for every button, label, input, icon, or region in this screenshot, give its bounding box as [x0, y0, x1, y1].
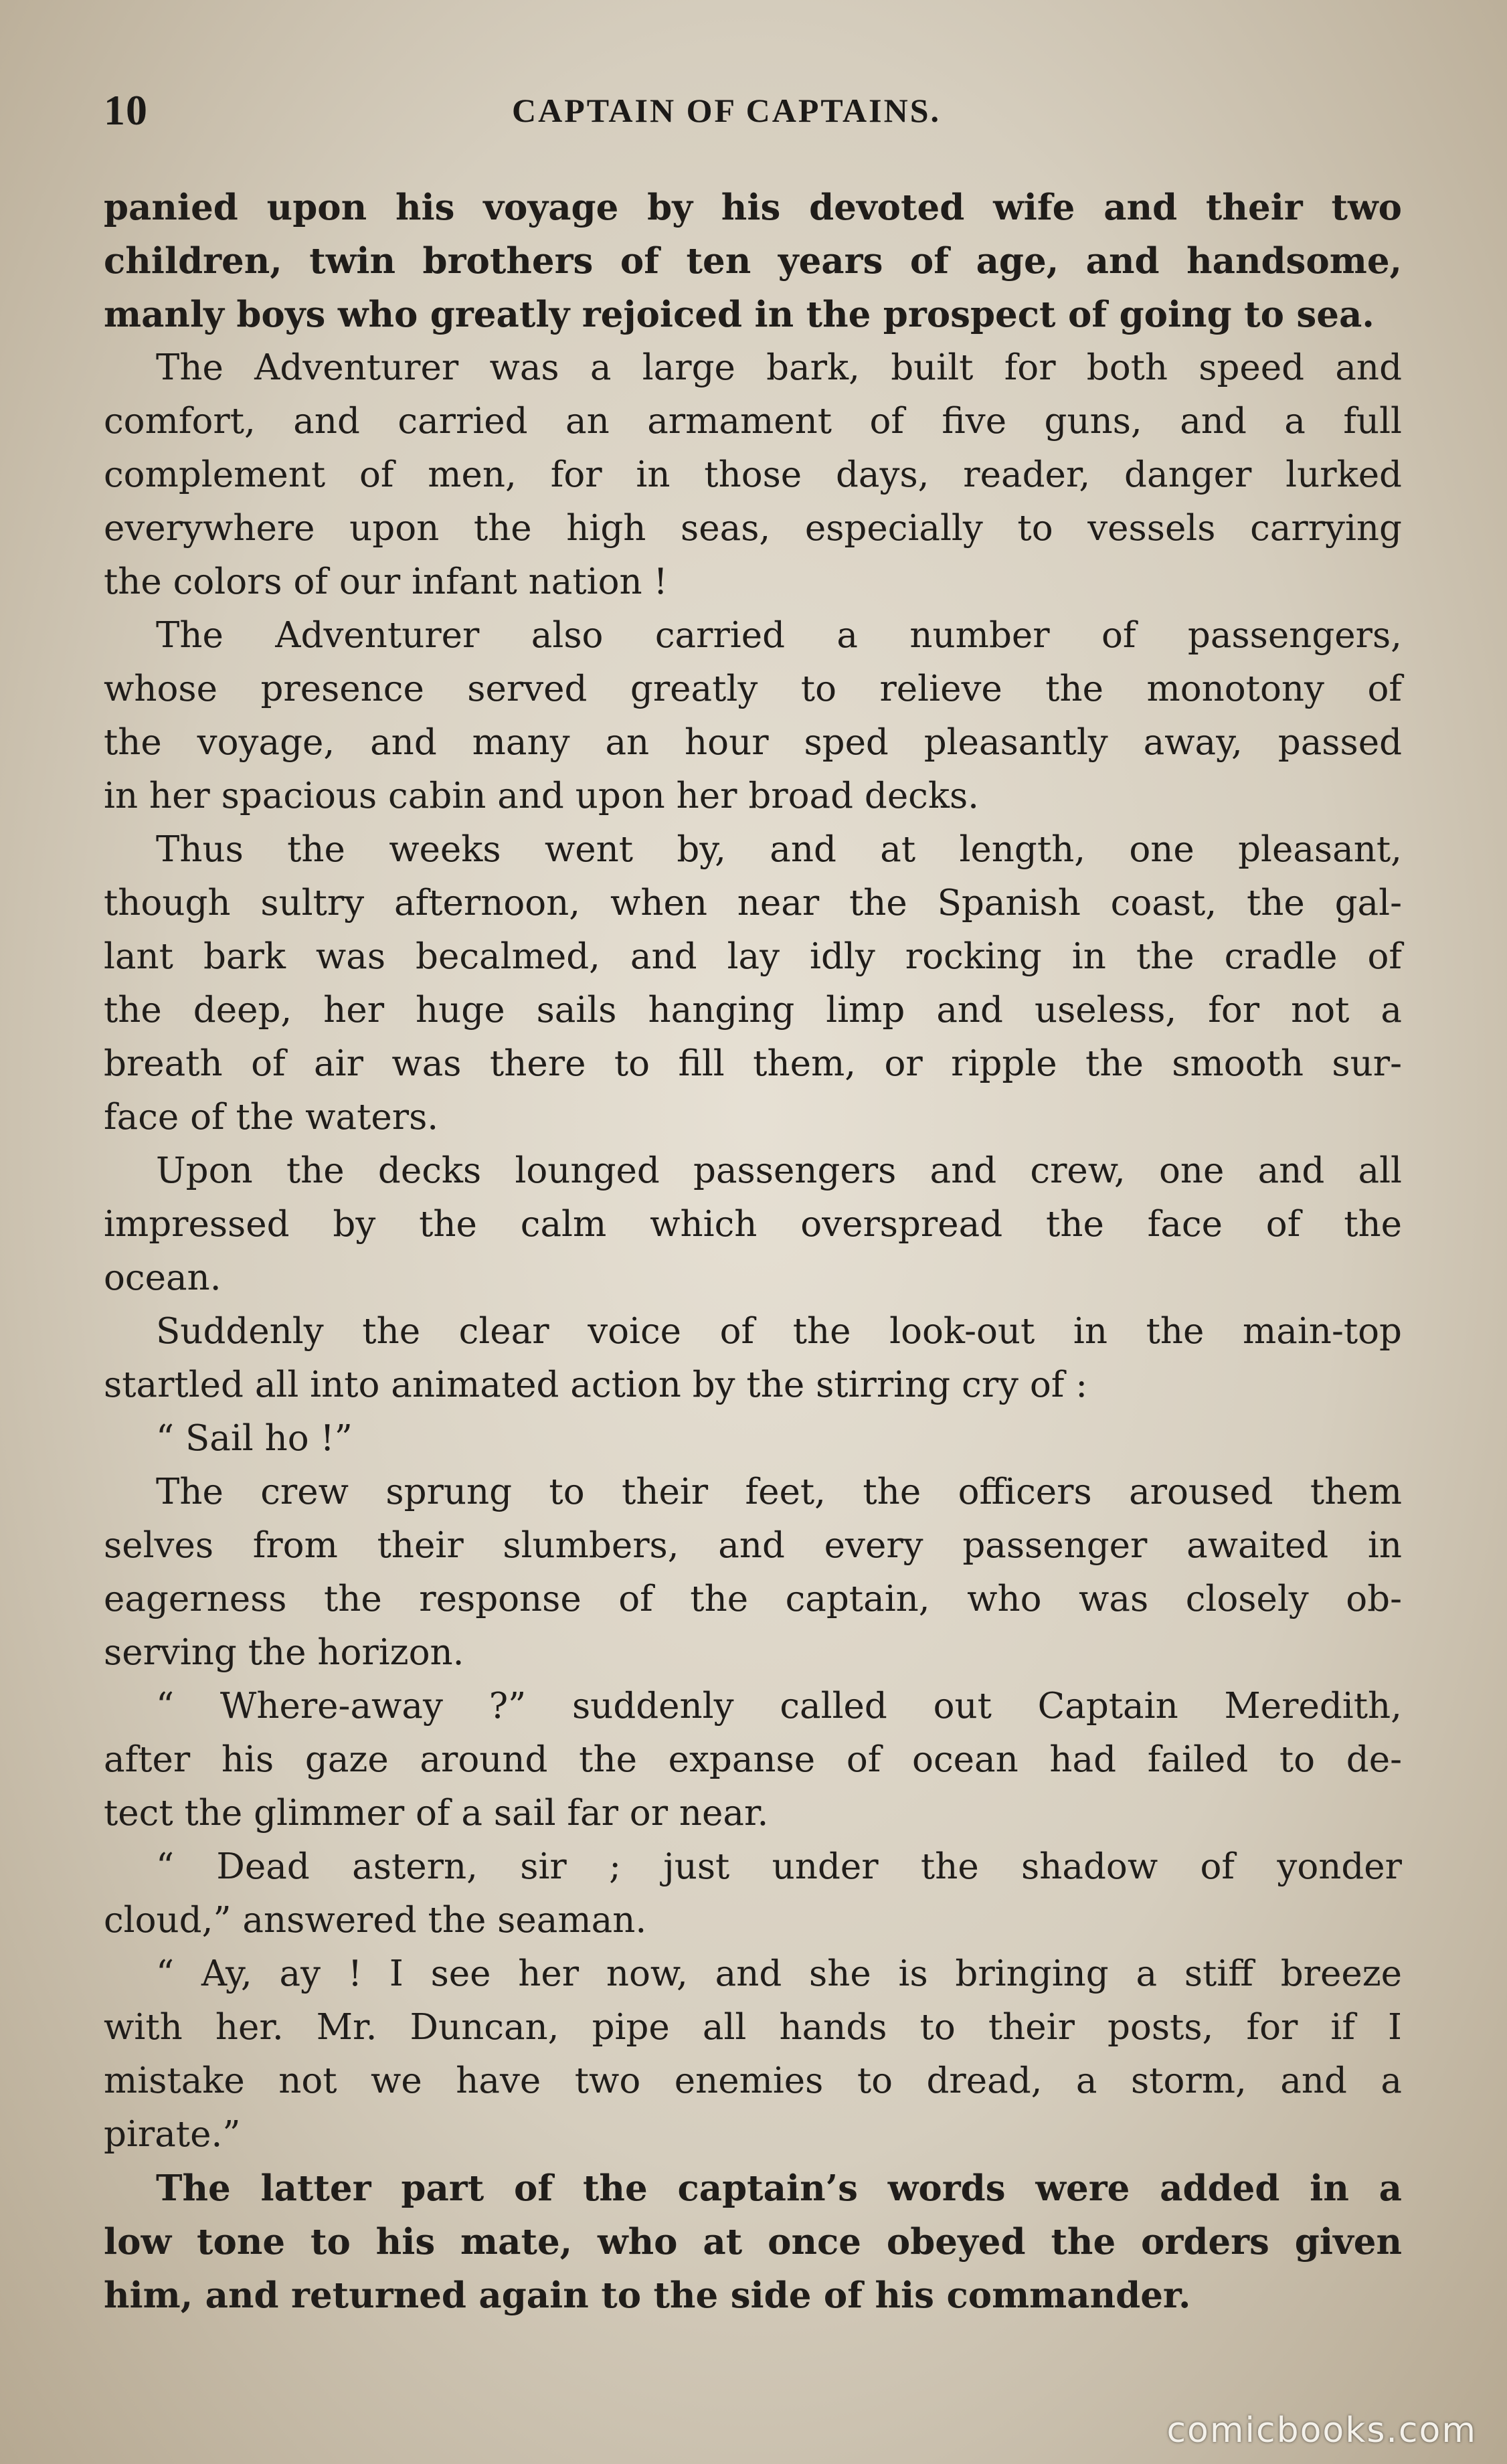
- text-line: lant bark was becalmed, and lay idly rocking in the cradle of: [104, 936, 1402, 977]
- text-line: tect the glimmer of a sail far or near.: [104, 1793, 769, 1834]
- text-line: face of the waters.: [104, 1097, 439, 1138]
- text-line: “ Where-away ?” suddenly called out Captain Meredith,: [156, 1686, 1402, 1727]
- text-line: selves from their slumbers, and every passenger awaited in: [104, 1525, 1402, 1566]
- text-line: comfort, and carried an armament of five guns, and a full: [104, 401, 1402, 442]
- text-line: children, twin brothers of ten years of age, and handsome,: [104, 240, 1402, 282]
- text-line: “ Sail ho !”: [156, 1418, 353, 1459]
- text-line: the colors of our infant nation !: [104, 561, 668, 602]
- running-head: CAPTAIN OF CAPTAINS.: [512, 92, 942, 129]
- text-line: cloud,” answered the seaman.: [104, 1900, 647, 1941]
- page-number: 10: [104, 86, 148, 134]
- text-line: The Adventurer was a large bark, built for both speed and: [156, 347, 1402, 388]
- body-text: [104, 181, 1402, 2322]
- text-line: The crew sprung to their feet, the officers aroused them: [156, 1472, 1402, 1512]
- text-line: serving the horizon.: [104, 1632, 464, 1673]
- text-line: though sultry afternoon, when near the Spanish coast, the gal-: [104, 883, 1402, 923]
- text-line: impressed by the calm which overspread the face of the: [104, 1204, 1402, 1245]
- text-line: startled all into animated action by the stirring cry of :: [104, 1365, 1088, 1405]
- text-line: eagerness the response of the captain, who was closely ob-: [104, 1579, 1402, 1619]
- text-line: “ Ay, ay ! I see her now, and she is bringing a stiff breeze: [156, 1953, 1402, 1994]
- text-line: breath of air was there to fill them, or ripple the smooth sur-: [104, 1043, 1402, 1084]
- text-line: The Adventurer also carried a number of passengers,: [156, 615, 1402, 656]
- text-line: the deep, her huge sails hanging limp and useless, for not a: [104, 990, 1402, 1031]
- text-line: in her spacious cabin and upon her broad decks.: [104, 776, 980, 816]
- text-line: panied upon his voyage by his devoted wife and their two: [104, 187, 1402, 228]
- text-line: “ Dead astern, sir ; just under the shadow of yonder: [156, 1846, 1402, 1887]
- text-line: Suddenly the clear voice of the look-out in the main-top: [156, 1311, 1402, 1352]
- text-line: him, and returned again to the side of his commander.: [104, 2275, 1191, 2316]
- text-line: manly boys who greatly rejoiced in the prospect of going to sea.: [104, 294, 1375, 335]
- text-line: whose presence served greatly to relieve the monotony of: [104, 669, 1402, 709]
- text-line: Thus the weeks went by, and at length, one pleasant,: [156, 829, 1402, 870]
- text-line: Upon the decks lounged passengers and crew, one and all: [156, 1150, 1402, 1191]
- watermark: comicbooks.com: [1166, 2410, 1477, 2451]
- text-line: low tone to his mate, who at once obeyed the orders given: [104, 2221, 1402, 2263]
- text-line: mistake not we have two enemies to dread, a storm, and a: [104, 2060, 1402, 2101]
- page-header: [104, 86, 1402, 139]
- text-line: after his gaze around the expanse of ocean had failed to de-: [104, 1739, 1402, 1780]
- text-line: The latter part of the captain’s words were added in a: [156, 2168, 1402, 2209]
- text-line: ocean.: [104, 1257, 221, 1298]
- text-line: complement of men, for in those days, reader, danger lurked: [104, 454, 1402, 495]
- text-line: pirate.”: [104, 2114, 241, 2155]
- text-line: everywhere upon the high seas, especially to vessels carrying: [104, 508, 1402, 549]
- text-line: with her. Mr. Duncan, pipe all hands to their posts, for if I: [104, 2007, 1402, 2048]
- text-line: the voyage, and many an hour sped pleasantly away, passed: [104, 722, 1402, 763]
